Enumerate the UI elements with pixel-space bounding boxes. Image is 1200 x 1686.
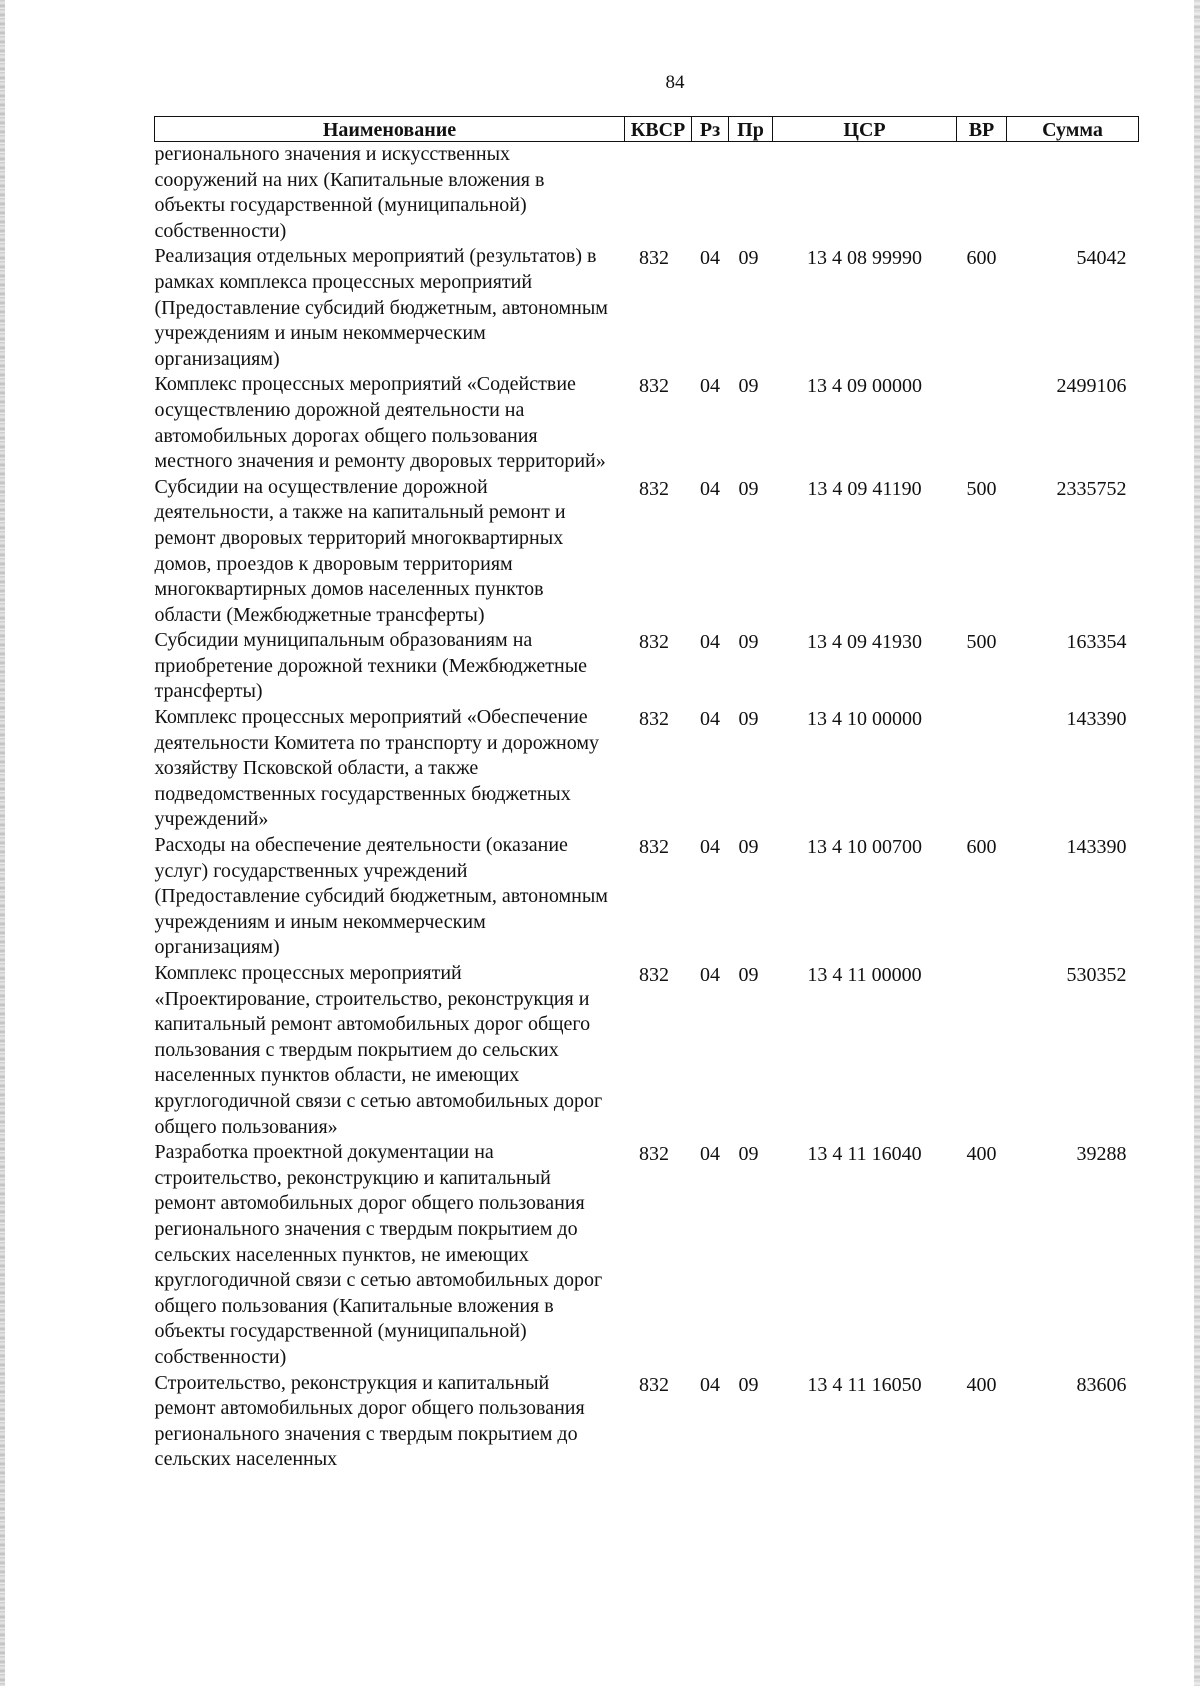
row-name: Расходы на обеспечение деятельности (оказание услуг) государственных учреждений (Предоставление субсидий бюджетным, автономным учреждениям и иным некоммерческим организациям) [154, 834, 608, 959]
row-pr: 09 [738, 1373, 759, 1396]
table-row [155, 475, 1139, 629]
row-rz: 04 [700, 1373, 720, 1396]
row-pr: 09 [738, 708, 759, 731]
row-csr: 13 4 11 16050 [807, 1373, 922, 1396]
row-rz: 04 [700, 708, 720, 731]
row-name: Строительство, реконструкция и капитальный ремонт автомобильных дорог общего пользования регионального значения с твердым покрытием до сельских населенных [154, 1371, 585, 1471]
row-vr [957, 142, 1007, 245]
row-vr: 400 [966, 1373, 997, 1396]
header-sum: Сумма [1007, 117, 1139, 142]
row-kvsr: 832 [639, 247, 669, 270]
row-kvsr: 832 [639, 836, 669, 859]
row-sum: 83606 [1076, 1373, 1127, 1396]
row-pr: 09 [738, 375, 759, 398]
row-csr: 13 4 10 00700 [807, 836, 922, 859]
row-csr [773, 142, 957, 245]
header-name: Наименование [155, 117, 625, 142]
row-csr: 13 4 08 99990 [807, 247, 922, 270]
table-row [155, 705, 1139, 833]
row-sum: 143390 [1066, 836, 1127, 859]
row-vr: 600 [966, 836, 997, 859]
row-sum: 39288 [1076, 1143, 1127, 1166]
row-kvsr: 832 [639, 477, 669, 500]
row-name: Комплекс процессных мероприятий «Проектирование, строительство, реконструкция и капитальный ремонт автомобильных дорог общего пользования с твердым покрытием до сельских населенных пунктов области, не имеющих круглогодичной связи с сетью автомобильных дорог общего пользования» [154, 962, 603, 1138]
header-rz: Рз [692, 117, 729, 142]
row-csr: 13 4 09 41930 [807, 631, 922, 654]
row-sum: 163354 [1066, 631, 1127, 654]
row-rz: 04 [700, 477, 720, 500]
row-kvsr: 832 [639, 631, 669, 654]
row-rz: 04 [700, 247, 720, 270]
table-row [155, 628, 1139, 705]
row-csr: 13 4 09 41190 [807, 477, 922, 500]
table-row [155, 1371, 1139, 1473]
table-row [155, 142, 1139, 245]
budget-table [154, 116, 1139, 1473]
row-rz: 04 [700, 964, 720, 986]
row-vr: 400 [966, 1143, 997, 1166]
table-row [155, 1140, 1139, 1370]
row-vr: 500 [966, 631, 997, 654]
row-csr: 13 4 09 00000 [807, 375, 922, 398]
row-pr: 09 [738, 836, 759, 859]
row-rz: 04 [700, 836, 720, 859]
row-pr: 09 [738, 247, 759, 270]
row-vr [957, 705, 1007, 833]
row-kvsr: 832 [639, 708, 669, 731]
header-csr: ЦСР [773, 117, 957, 142]
row-rz: 04 [700, 375, 720, 398]
row-vr [957, 961, 1007, 1140]
row-pr: 09 [738, 477, 759, 500]
scan-edge-left [0, 0, 5, 1686]
table-row [155, 244, 1139, 372]
row-name: регионального значения и искусственных сооружений на них (Капитальные вложения в объекты государственной (муниципальной) собственности) [154, 143, 545, 242]
row-sum [1007, 142, 1139, 245]
row-sum: 143390 [1066, 708, 1127, 731]
row-pr: 09 [738, 964, 759, 986]
table-row [155, 372, 1139, 474]
table-row [155, 833, 1139, 961]
row-kvsr: 832 [639, 1143, 669, 1166]
row-name: Субсидии муниципальным образованиям на приобретение дорожной техники (Межбюджетные трансферты) [154, 629, 588, 703]
row-rz: 04 [700, 1143, 720, 1166]
scan-edge-right [1194, 0, 1200, 1686]
row-vr: 500 [966, 477, 997, 500]
table-row [155, 961, 1139, 1140]
row-csr: 13 4 11 16040 [807, 1143, 922, 1166]
row-csr: 13 4 10 00000 [807, 708, 922, 731]
row-sum: 2335752 [1056, 477, 1127, 500]
row-kvsr: 832 [639, 375, 669, 398]
row-name: Разработка проектной документации на строительство, реконструкцию и капитальный ремонт автомобильных дорог общего пользования регионального значения с твердым покрытием до сельских населенных пунктов, не имеющих круглогодичной связи с сетью автомобильных дорог общего пользования (Капитальные вложения в объекты государственной (муниципальной) собственности) [154, 1141, 603, 1368]
row-vr: 600 [966, 247, 997, 270]
row-pr: 09 [738, 631, 759, 654]
header-pr: Пр [729, 117, 773, 142]
page-number: 84 [665, 72, 685, 93]
header-kvsr: КВСР [625, 117, 692, 142]
row-csr: 13 4 11 00000 [807, 964, 922, 986]
row-kvsr: 832 [639, 1373, 669, 1396]
row-rz: 04 [700, 631, 720, 654]
row-sum: 54042 [1076, 247, 1127, 270]
table-header [155, 117, 1139, 142]
row-name: Субсидии на осуществление дорожной деятельности, а также на капитальный ремонт и ремонт дворовых территорий многоквартирных домов, проездов к дворовым территориям многоквартирных домов населенных пунктов области (Межбюджетные трансферты) [154, 475, 566, 626]
row-pr: 09 [738, 1143, 759, 1166]
row-name: Комплекс процессных мероприятий «Обеспечение деятельности Комитета по транспорту и дорожному хозяйству Псковской области, а также подведомственных государственных бюджетных учреждений» [154, 706, 600, 831]
row-sum: 2499106 [1056, 375, 1127, 398]
row-pr [729, 142, 773, 245]
row-name: Реализация отдельных мероприятий (результатов) в рамках комплекса процессных мероприятий (Предоставление субсидий бюджетным, автономным учреждениям и иным некоммерческим организациям) [154, 245, 608, 370]
row-vr [957, 372, 1007, 474]
header-vr: ВР [957, 117, 1007, 142]
row-sum: 530352 [1066, 964, 1127, 986]
row-name: Комплекс процессных мероприятий «Содействие осуществлению дорожной деятельности на автомобильных дорогах общего пользования местного значения и ремонту дворовых территорий» [154, 373, 606, 473]
row-rz [692, 142, 729, 245]
row-kvsr [625, 142, 692, 245]
row-kvsr: 832 [639, 964, 669, 986]
